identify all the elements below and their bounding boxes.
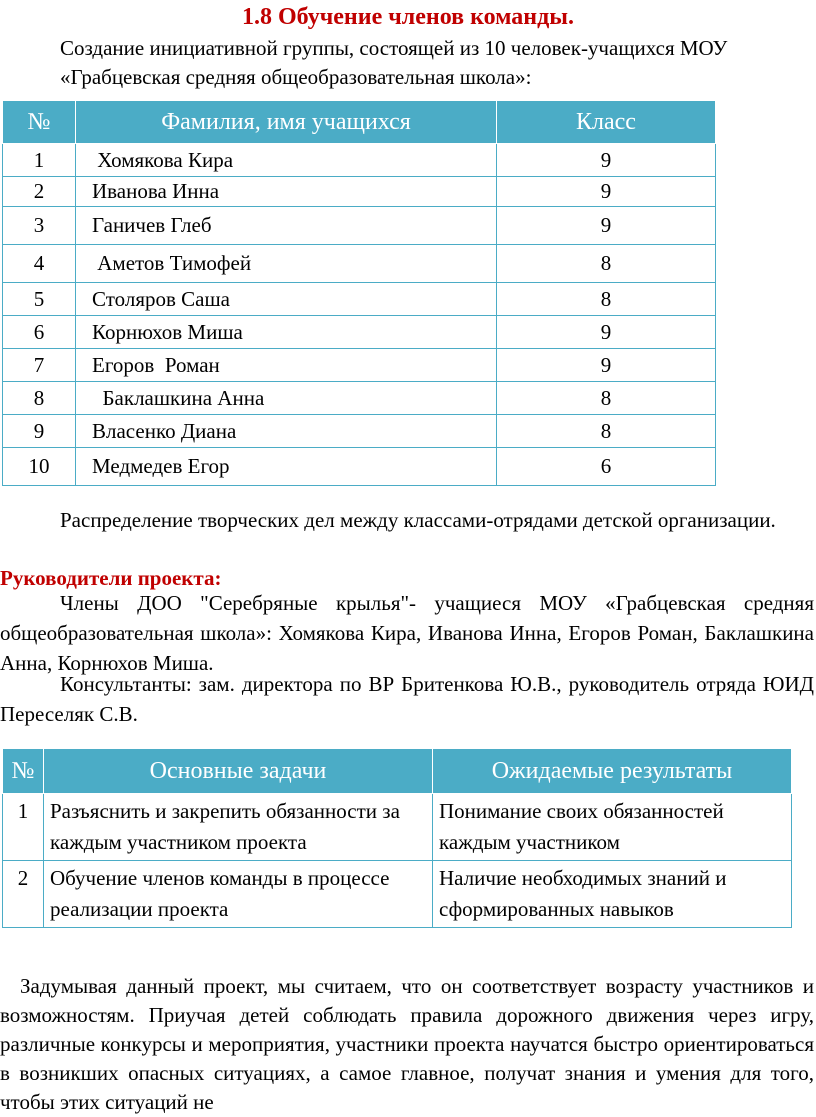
result-text: Наличие необходимых знаний и сформированных навыков [433,861,792,928]
members-table [2,100,716,486]
consultants-paragraph: Консультанты: зам. директора по ВР Бритенкова Ю.В., руководитель отряда ЮИД Переселяк С.В. [0,672,814,726]
student-class: 6 [497,448,716,486]
table-row [3,207,716,245]
row-number: 2 [3,177,76,207]
header-tasks: Основные задачи [44,749,433,794]
header-number: № [3,749,44,794]
student-name: Егоров Роман [76,349,497,382]
table-row [3,349,716,382]
table-row [3,382,716,415]
header-number: № [3,101,76,144]
table-row [3,448,716,486]
row-number: 5 [3,283,76,316]
row-number: 8 [3,382,76,415]
student-name: Медмедев Егор [76,448,497,486]
header-results: Ожидаемые результаты [433,749,792,794]
table-row [3,794,792,861]
table-row [3,177,716,207]
table-row [3,245,716,283]
row-number: 7 [3,349,76,382]
student-class: 8 [497,245,716,283]
table-row [3,415,716,448]
task-text: Разъяснить и закрепить обязанности за каждым участником проекта [44,794,433,861]
distribution-paragraph: Распределение творческих дел между классами-отрядами детской организации. [60,508,776,532]
section-title: 1.8 Обучение членов команды. [241,4,575,30]
intro-paragraph: Создание инициативной группы, состоящей из 10 человек-учащихся МОУ «Грабцевская средняя общеобразовательная школа»: [60,36,728,89]
tasks-table-header [3,749,792,794]
student-class: 9 [497,349,716,382]
row-number: 1 [3,144,76,177]
result-text: Понимание своих обязанностей каждым участником [433,794,792,861]
student-class: 9 [497,177,716,207]
student-class: 8 [497,415,716,448]
header-class: Класс [497,101,716,144]
task-text: Обучение членов команды в процессе реализации проекта [44,861,433,928]
row-number: 1 [3,794,44,861]
leaders-heading: Руководители проекта: [0,566,222,590]
table-row [3,316,716,349]
row-number: 10 [3,448,76,486]
student-name: Столяров Саша [76,283,497,316]
student-name: Баклашкина Анна [76,382,497,415]
tasks-table [2,748,792,928]
closing-paragraph: Задумывая данный проект, мы считаем, что он соответствует возрасту участников и возможностям. Приучая детей соблюдать правила дорожного движения через игру, различные конкурсы и мероприятия, участники проекта научатся быстро ориентироваться в возникших опасных ситуациях, а самое главное, получат знания и умения для того, чтобы этих ситуаций не [0,974,814,1114]
table-row [3,283,716,316]
student-class: 9 [497,207,716,245]
members-paragraph: Члены ДОО "Серебряные крылья"- учащиеся МОУ «Грабцевская средняя общеобразовательная школа»: Хомякова Кира, Иванова Инна, Егоров Роман, Баклашкина Анна, Корнюхов Миша. [0,591,814,675]
student-class: 8 [497,283,716,316]
row-number: 6 [3,316,76,349]
members-table-header [3,101,716,144]
row-number: 9 [3,415,76,448]
row-number: 4 [3,245,76,283]
student-name: Власенко Диана [76,415,497,448]
student-name: Аметов Тимофей [76,245,497,283]
student-class: 9 [497,316,716,349]
row-number: 2 [3,861,44,928]
header-name: Фамилия, имя учащихся [76,101,497,144]
student-name: Хомякова Кира [76,144,497,177]
student-name: Иванова Инна [76,177,497,207]
table-row [3,861,792,928]
row-number: 3 [3,207,76,245]
student-class: 9 [497,144,716,177]
table-row [3,144,716,177]
student-name: Корнюхов Миша [76,316,497,349]
student-name: Ганичев Глеб [76,207,497,245]
student-class: 8 [497,382,716,415]
